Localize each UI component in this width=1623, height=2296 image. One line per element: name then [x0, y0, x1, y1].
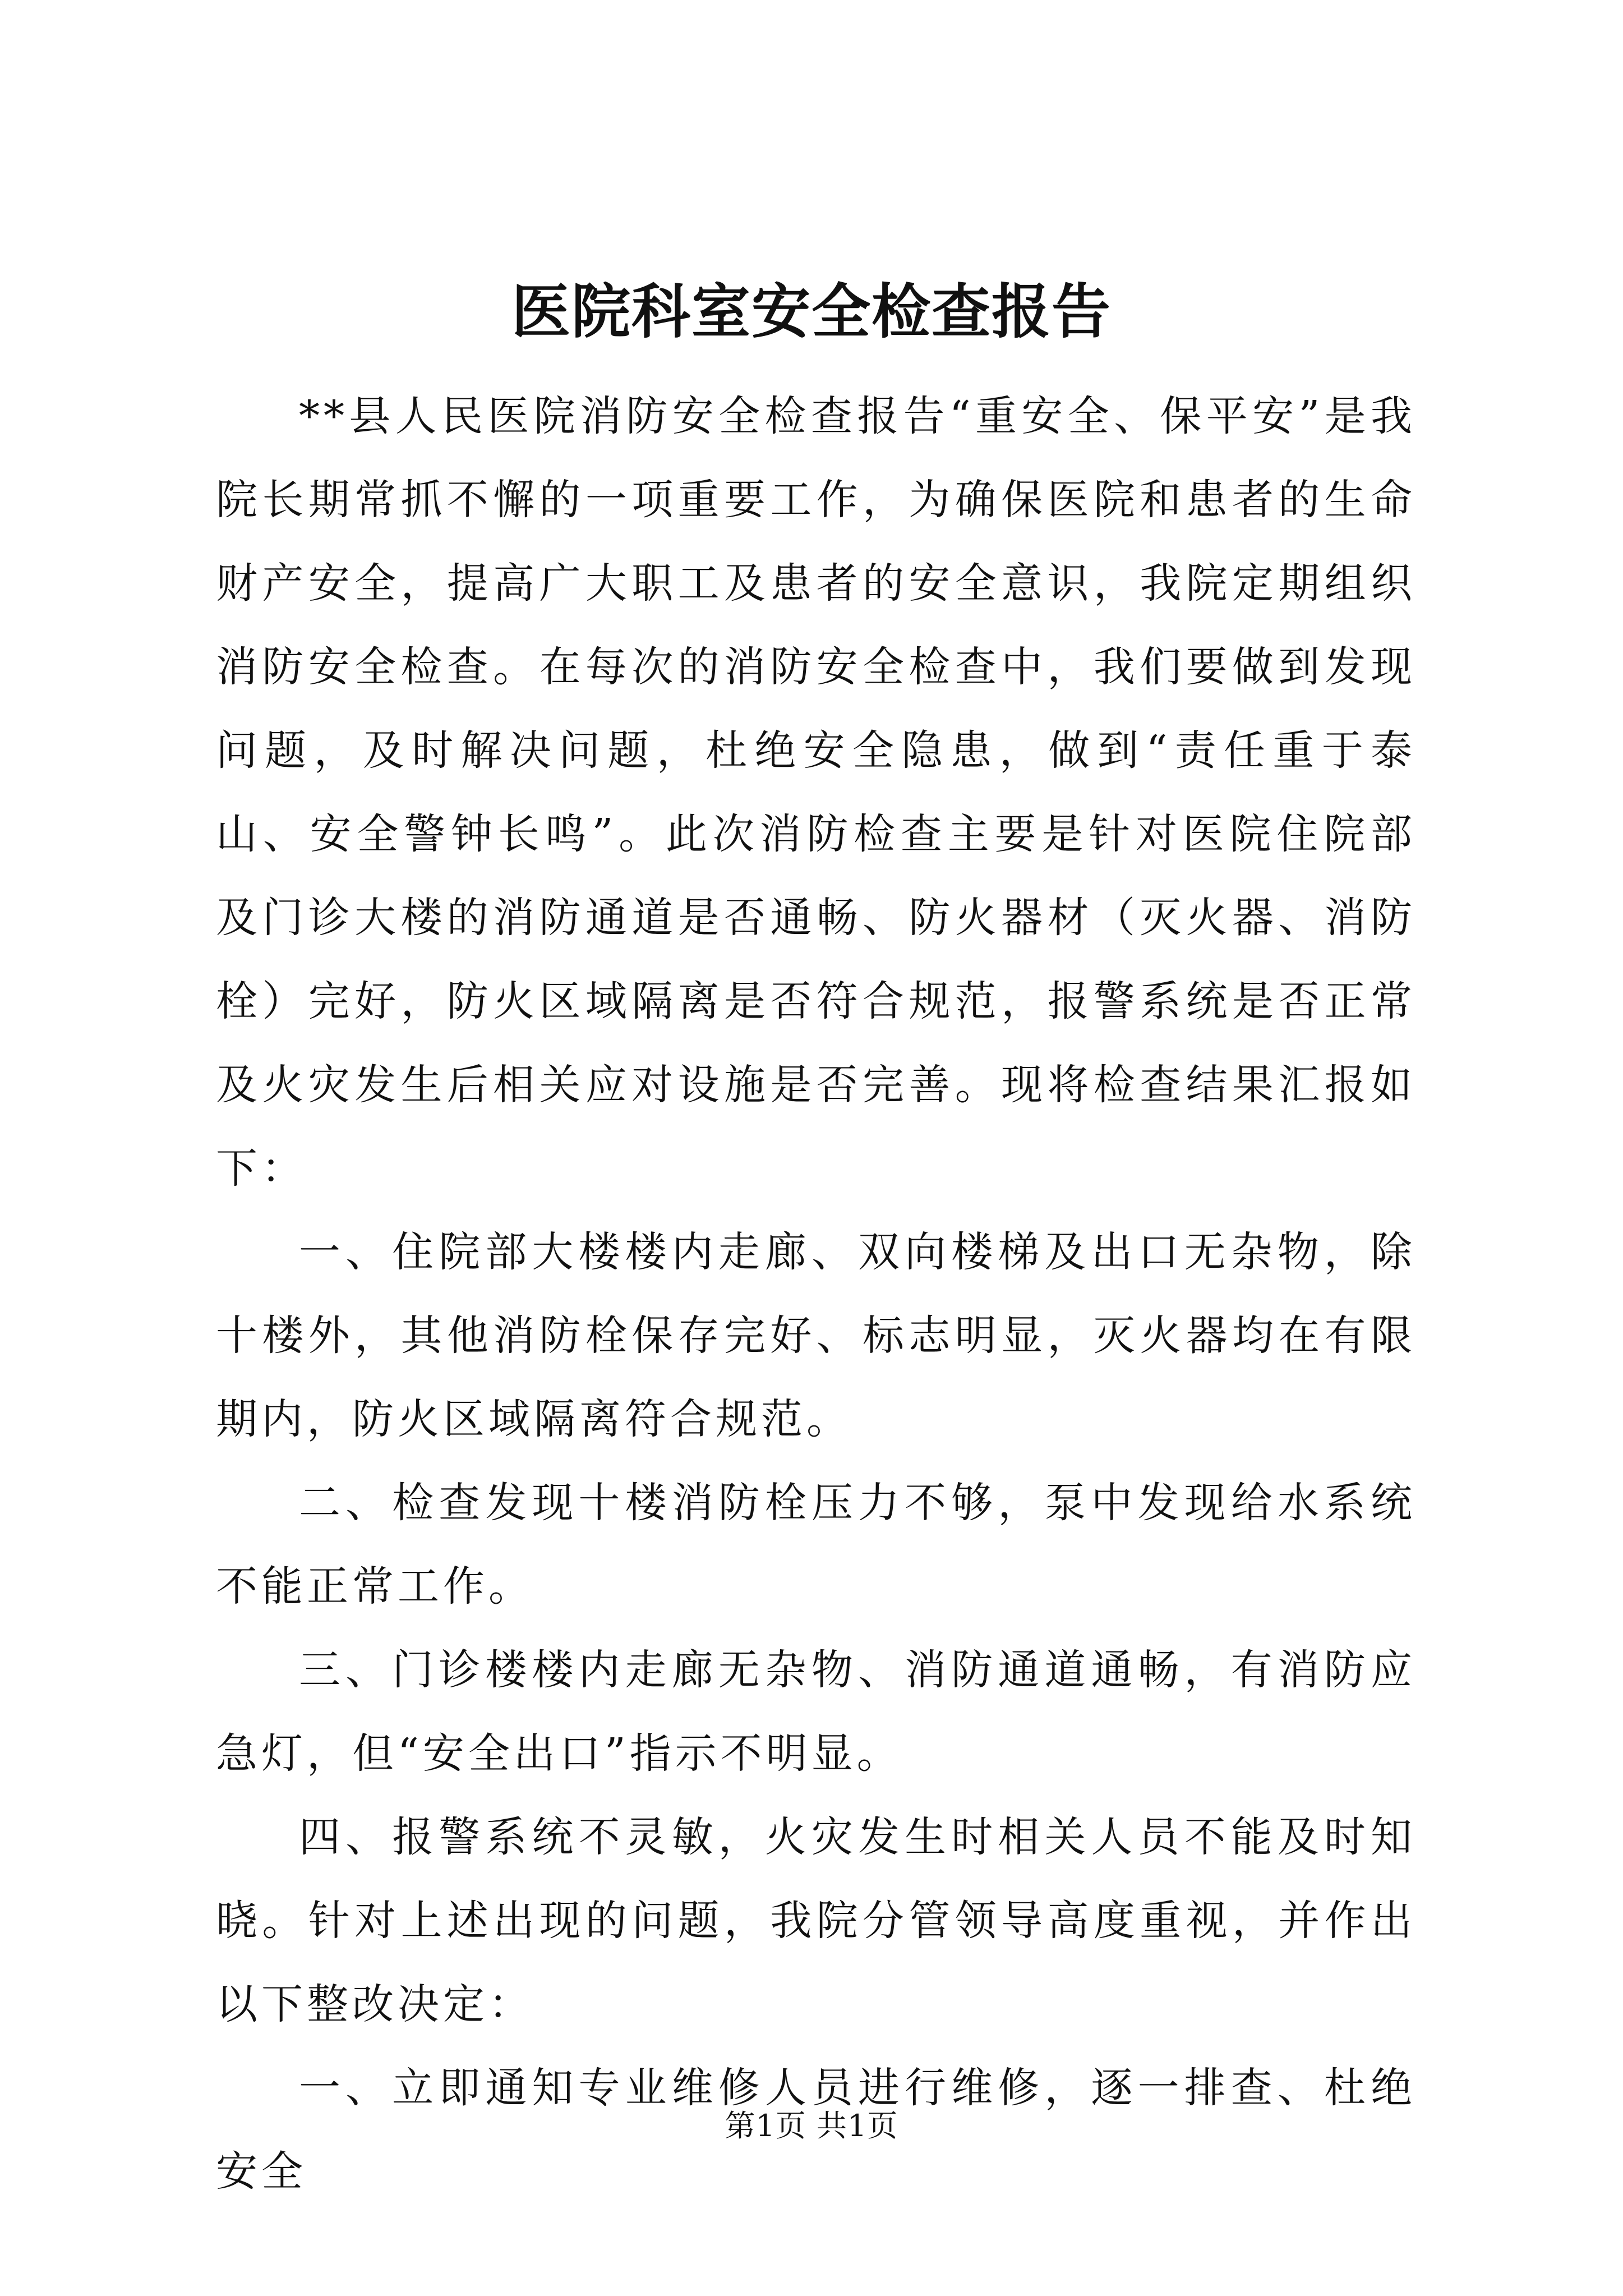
document-body	[216, 375, 1416, 2214]
document-title: 医院科室安全检查报告	[511, 277, 1112, 346]
body-paragraph: **县人民医院消防安全检查报告“重安全、保平安”是我院长期常抓不懈的一项重要工作，为确保医院和患者的生命财产安全，提高广大职工及患者的安全意识，我院定期组织消防安全检查。在每次的消防安全检查中，我们要做到发现问题，及时解决问题，杜绝安全隐患，做到“责任重于泰山、安全警钟长鸣”。此次消防检查主要是针对医院住院部及门诊大楼的消防通道是否通畅、防火器材（灭火器、消防栓）完好，防火区域隔离是否符合规范，报警系统是否正常及火灾发生后相关应对设施是否完善。现将检查结果汇报如下：	[216, 392, 1416, 1193]
body-paragraph: 一、立即通知专业维修人员进行维修，逐一排查、杜绝安全	[216, 2064, 1416, 2196]
body-paragraph: 四、报警系统不灵敏，火灾发生时相关人员不能及时知晓。针对上述出现的问题，我院分管领导高度重视，并作出以下整改决定：	[216, 1813, 1416, 2028]
body-paragraph: 三、门诊楼楼内走廊无杂物、消防通道通畅，有消防应急灯，但“安全出口”指示不明显。	[216, 1646, 1416, 1778]
body-paragraph: 二、检查发现十楼消防栓压力不够，泵中发现给水系统不能正常工作。	[216, 1479, 1416, 1611]
body-paragraph: 一、住院部大楼楼内走廊、双向楼梯及出口无杂物，除十楼外，其他消防栓保存完好、标志明显，灭火器均在有限期内，防火区域隔离符合规范。	[216, 1228, 1416, 1443]
page-footer: 第1页 共1页	[725, 2108, 898, 2143]
